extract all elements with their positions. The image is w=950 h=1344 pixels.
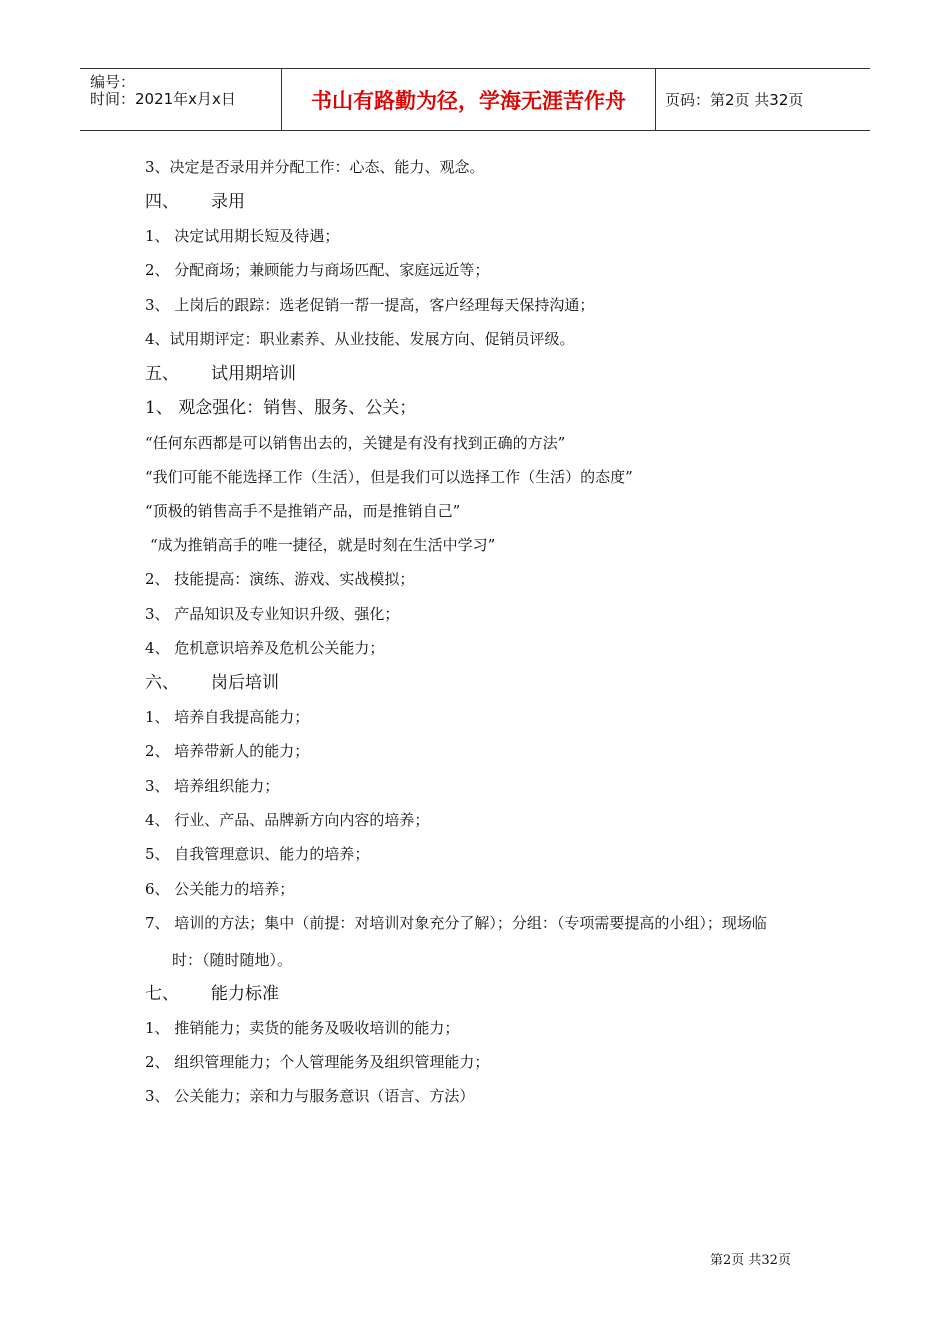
list-item: 2、 分配商场；兼顾能力与商场匹配、家庭远近等； [145, 261, 490, 279]
list-item: 2、 技能提高：演练、游戏、实战模拟； [145, 570, 415, 588]
list-item: 5、 自我管理意识、能力的培养； [145, 845, 370, 863]
time-label: 时间：2021年x月x日 [90, 90, 236, 108]
quote: “我们可能不能选择工作（生活），但是我们可以选择工作（生活）的态度” [145, 468, 633, 486]
section-title: 能力标准 [211, 984, 279, 1004]
page-footer: 第2页 共32页 [710, 1253, 791, 1268]
list-item: 6、 公关能力的培养； [145, 880, 295, 898]
section-title: 录用 [211, 192, 245, 212]
header-motto-cell [282, 69, 656, 130]
section-number: 五、 [145, 364, 179, 384]
quote: “顶极的销售高手不是推销产品，而是推销自己” [145, 502, 461, 520]
list-item: 3、 培养组织能力； [145, 777, 280, 795]
list-item: 7、 培训的方法；集中（前提：对培训对象充分了解）；分组：（专项需要提高的小组）；现场临 [145, 914, 767, 932]
quote: “成为推销高手的唯一捷径，就是时刻在生活中学习” [150, 536, 496, 554]
header-table [80, 68, 870, 131]
list-item: 3、 公关能力；亲和力与服务意识（语言、方法） [145, 1087, 475, 1105]
list-item: 1、 培养自我提高能力； [145, 708, 310, 726]
list-item: 2、 培养带新人的能力； [145, 742, 310, 760]
section-number: 六、 [145, 673, 179, 693]
section-heading [145, 673, 279, 693]
section-title: 岗后培训 [211, 673, 279, 693]
header-meta [80, 69, 282, 130]
list-item: 1、 推销能力；卖货的能务及吸收培训的能力； [145, 1019, 460, 1037]
section-title: 试用期培训 [211, 364, 296, 384]
section-number: 七、 [145, 984, 179, 1004]
number-label: 编号： [90, 73, 136, 91]
list-item: 2、 组织管理能力；个人管理能务及组织管理能力； [145, 1053, 490, 1071]
list-item: 3、 产品知识及专业知识升级、强化； [145, 605, 400, 623]
list-item: 3、 上岗后的跟踪：选老促销一帮一提高，客户经理每天保持沟通； [145, 296, 595, 314]
list-item: 4、 危机意识培养及危机公关能力； [145, 639, 385, 657]
list-item: 4、试用期评定：职业素养、从业技能、发展方向、促销员评级。 [145, 330, 575, 348]
section-heading [145, 192, 245, 212]
header-page-cell [656, 69, 870, 130]
quote: “任何东西都是可以销售出去的，关键是有没有找到正确的方法” [145, 434, 566, 452]
list-item: 1、 观念强化：销售、服务、公关； [145, 398, 417, 418]
list-item: 4、 行业、产品、品牌新方向内容的培养； [145, 811, 430, 829]
section-heading [145, 984, 279, 1004]
section-number: 四、 [145, 192, 179, 212]
motto: 书山有路勤为径，学海无涯苦作舟 [311, 88, 626, 113]
section-heading [145, 364, 296, 384]
page-label: 页码：第2页 共32页 [665, 91, 804, 109]
list-item-continuation: 时：（随时随地）。 [172, 951, 293, 969]
list-item: 3、决定是否录用并分配工作：心态、能力、观念。 [145, 158, 485, 176]
list-item: 1、 决定试用期长短及待遇； [145, 227, 340, 245]
